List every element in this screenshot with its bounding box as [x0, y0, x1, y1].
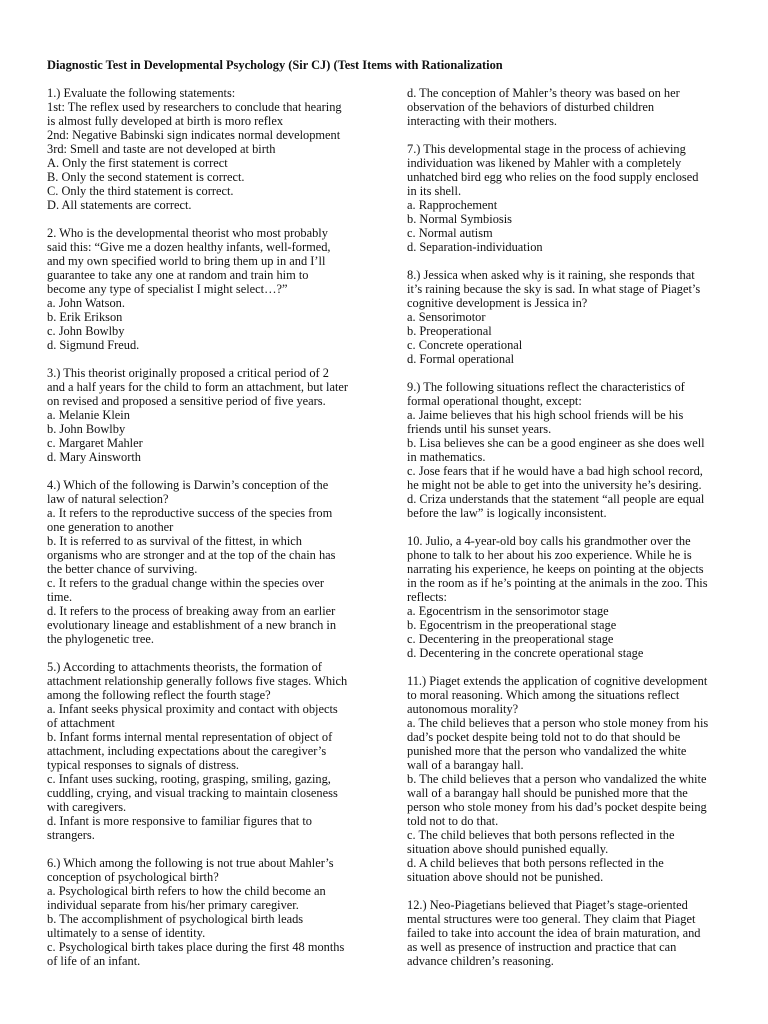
text-line: told not to do that. — [407, 814, 499, 828]
text-line: d. Infant is more responsive to familiar figures that to — [47, 814, 312, 828]
text-line: b. Preoperational — [407, 324, 492, 338]
text-line: 8.) Jessica when asked why is it raining, she responds that — [407, 268, 695, 282]
text-line: B. Only the second statement is correct. — [47, 170, 245, 184]
text-line: of attachment — [47, 716, 115, 730]
text-line: a. The child believes that a person who stole money from his — [407, 716, 709, 730]
text-line: b. It is referred to as survival of the fittest, in which — [47, 534, 302, 548]
text-line: ultimately to a sense of identity. — [47, 926, 206, 940]
question-block — [47, 366, 375, 464]
text-line: d. Separation-individuation — [407, 240, 543, 254]
text-line: d. Mary Ainsworth — [47, 450, 141, 464]
text-line: it’s raining because the sky is sad. In what stage of Piaget’s — [407, 282, 701, 296]
text-line: a. It refers to the reproductive success of the species from — [47, 506, 333, 520]
text-line: c. Decentering in the preoperational stage — [407, 632, 614, 646]
text-line: 9.) The following situations reflect the characteristics of — [407, 380, 685, 394]
text-line: in its shell. — [407, 184, 462, 198]
text-line: 2. Who is the developmental theorist who most probably — [47, 226, 328, 240]
text-line: c. Margaret Mahler — [47, 436, 143, 450]
text-line: narrating his experience, he keeps on pointing at the objects — [407, 562, 704, 576]
question-block — [407, 142, 727, 254]
text-line: 3rd: Smell and taste are not developed at birth — [47, 142, 276, 156]
text-line: attachment, including expectations about the caregiver’s — [47, 744, 327, 758]
text-line: become any type of specialist I might select…?” — [47, 282, 288, 296]
text-line: 5.) According to attachments theorists, the formation of — [47, 660, 322, 674]
text-line: said this: “Give me a dozen healthy infants, well-formed, — [47, 240, 331, 254]
text-line: b. Egocentrism in the preoperational stage — [407, 618, 617, 632]
text-line: one generation to another — [47, 520, 174, 534]
text-line: a. Egocentrism in the sensorimotor stage — [407, 604, 609, 618]
text-line: cognitive development is Jessica in? — [407, 296, 588, 310]
text-line: attachment relationship generally follows five stages. Which — [47, 674, 348, 688]
text-line: observation of the behaviors of disturbed children — [407, 100, 655, 114]
text-line: c. Concrete operational — [407, 338, 523, 352]
text-line: A. Only the first statement is correct — [47, 156, 228, 170]
text-line: 3.) This theorist originally proposed a critical period of 2 — [47, 366, 329, 380]
question-block — [47, 86, 375, 212]
text-line: strangers. — [47, 828, 95, 842]
text-line: unhatched bird egg who relies on the food supply enclosed — [407, 170, 699, 184]
text-line: the phylogenetic tree. — [47, 632, 154, 646]
text-line: 6.) Which among the following is not true about Mahler’s — [47, 856, 334, 870]
text-line: with caregivers. — [47, 800, 127, 814]
text-line: a. Psychological birth refers to how the child become an — [47, 884, 326, 898]
text-line: formal operational thought, except: — [407, 394, 582, 408]
text-line: as well as presence of instruction and practice that can — [407, 940, 677, 954]
text-line: failed to take into account the idea of brain maturation, and — [407, 926, 701, 940]
text-line: he might not be able to get into the university he’s desiring. — [407, 478, 702, 492]
text-line: a. Infant seeks physical proximity and contact with objects — [47, 702, 338, 716]
text-line: individuation was likened by Mahler with a completely — [407, 156, 682, 170]
text-line: cuddling, crying, and visual tracking to maintain closeness — [47, 786, 338, 800]
text-line: wall of a barangay hall should be punished more that the — [407, 786, 688, 800]
text-line: c. It refers to the gradual change within the species over — [47, 576, 324, 590]
text-line: before the law” is logically inconsistent. — [407, 506, 607, 520]
text-line: dad’s pocket despite being told not to do that should be — [407, 730, 681, 744]
text-line: b. The accomplishment of psychological birth leads — [47, 912, 304, 926]
text-line: situation above should punished equally. — [407, 842, 609, 856]
question-block — [407, 86, 727, 128]
text-line: b. Infant forms internal mental representation of object of — [47, 730, 333, 744]
text-line: a. Melanie Klein — [47, 408, 130, 422]
text-line: c. The child believes that both persons reflected in the — [407, 828, 675, 842]
text-line: guarantee to take any one at random and train him to — [47, 268, 309, 282]
text-line: 10. Julio, a 4-year-old boy calls his grandmother over the — [407, 534, 691, 548]
text-line: and my own specified world to bring them up in and I’ll — [47, 254, 326, 268]
text-line: a. Sensorimotor — [407, 310, 486, 324]
text-line: wall of a barangay hall. — [407, 758, 524, 772]
left-column — [47, 86, 375, 982]
text-line: c. John Bowlby — [47, 324, 125, 338]
text-line: d. Criza understands that the statement “all people are equal — [407, 492, 705, 506]
question-block — [407, 534, 727, 660]
document-title: Diagnostic Test in Developmental Psychology (Sir CJ) (Test Items with Rationalization — [47, 58, 503, 72]
text-line: individual separate from his/her primary caregiver. — [47, 898, 299, 912]
text-line: 11.) Piaget extends the application of cognitive development — [407, 674, 708, 688]
text-line: 1.) Evaluate the following statements: — [47, 86, 236, 100]
question-block — [407, 380, 727, 520]
text-line: is almost fully developed at birth is moro reflex — [47, 114, 284, 128]
text-line: d. It refers to the process of breaking away from an earlier — [47, 604, 336, 618]
text-line: a. Jaime believes that his high school friends will be his — [407, 408, 684, 422]
text-line: typical responses to signals of distress. — [47, 758, 240, 772]
text-line: person who stole money from his dad’s pocket despite being — [407, 800, 707, 814]
text-line: d. The conception of Mahler’s theory was based on her — [407, 86, 680, 100]
text-line: c. Jose fears that if he would have a bad high school record, — [407, 464, 703, 478]
text-line: phone to talk to her about his zoo experience. While he is — [407, 548, 692, 562]
text-line: organisms who are stronger and at the top of the chain has — [47, 548, 336, 562]
text-line: b. Lisa believes she can be a good engineer as she does well — [407, 436, 705, 450]
text-line: 7.) This developmental stage in the process of achieving — [407, 142, 686, 156]
text-line: b. Erik Erikson — [47, 310, 123, 324]
text-line: 2nd: Negative Babinski sign indicates normal development — [47, 128, 341, 142]
text-line: of life of an infant. — [47, 954, 141, 968]
text-line: and a half years for the child to form an attachment, but later — [47, 380, 349, 394]
text-line: friends until his sunset years. — [407, 422, 552, 436]
text-line: evolutionary lineage and establishment of a new branch in — [47, 618, 337, 632]
text-line: b. The child believes that a person who vandalized the white — [407, 772, 707, 786]
text-line: punished more that the person who vandalized the white — [407, 744, 687, 758]
text-line: mental structures were too general. They claim that Piaget — [407, 912, 696, 926]
text-line: to moral reasoning. Which among the situations reflect — [407, 688, 680, 702]
text-line: situation above should not be punished. — [407, 870, 604, 884]
text-line: c. Psychological birth takes place during the first 48 months — [47, 940, 345, 954]
question-block — [407, 674, 727, 884]
right-column — [407, 86, 727, 982]
question-block — [407, 268, 727, 366]
text-line: 1st: The reflex used by researchers to conclude that hearing — [47, 100, 342, 114]
text-line: autonomous morality? — [407, 702, 519, 716]
text-line: c. Infant uses sucking, rooting, grasping, smiling, gazing, — [47, 772, 331, 786]
text-line: a. John Watson. — [47, 296, 125, 310]
text-line: reflects: — [407, 590, 447, 604]
text-line: 4.) Which of the following is Darwin’s conception of the — [47, 478, 329, 492]
text-line: on revised and proposed a sensitive period of five years. — [47, 394, 326, 408]
question-block — [407, 898, 727, 968]
text-line: a. Rapprochement — [407, 198, 498, 212]
text-line: time. — [47, 590, 73, 604]
question-block — [47, 660, 375, 842]
text-line: C. Only the third statement is correct. — [47, 184, 234, 198]
question-block — [47, 478, 375, 646]
text-line: D. All statements are correct. — [47, 198, 192, 212]
text-line: d. Formal operational — [407, 352, 515, 366]
text-line: b. Normal Symbiosis — [407, 212, 512, 226]
text-line: b. John Bowlby — [47, 422, 126, 436]
text-line: c. Normal autism — [407, 226, 493, 240]
text-line: advance children’s reasoning. — [407, 954, 554, 968]
question-block — [47, 226, 375, 352]
question-block — [47, 856, 375, 968]
text-line: d. A child believes that both persons reflected in the — [407, 856, 664, 870]
text-line: in mathematics. — [407, 450, 486, 464]
text-line: the better chance of surviving. — [47, 562, 198, 576]
text-line: interacting with their mothers. — [407, 114, 558, 128]
text-line: law of natural selection? — [47, 492, 169, 506]
text-line: d. Decentering in the concrete operational stage — [407, 646, 644, 660]
text-line: in the room as if he’s pointing at the animals in the zoo. This — [407, 576, 708, 590]
text-line: 12.) Neo-Piagetians believed that Piaget’s stage-oriented — [407, 898, 688, 912]
text-line: d. Sigmund Freud. — [47, 338, 140, 352]
text-line: among the following reflect the fourth stage? — [47, 688, 271, 702]
text-line: conception of psychological birth? — [47, 870, 219, 884]
